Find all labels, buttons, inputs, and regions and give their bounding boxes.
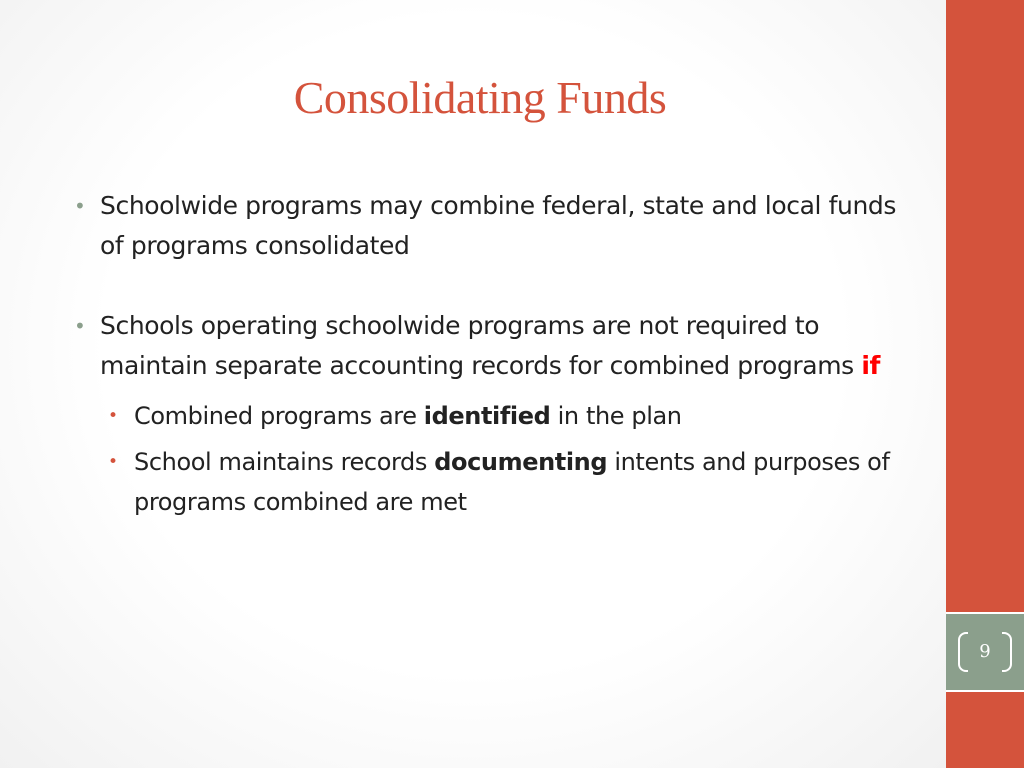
sub-bullet-text-before: Combined programs are	[134, 402, 424, 430]
sidebar-divider-bottom	[946, 690, 1024, 692]
bullet-item-1	[74, 186, 904, 266]
bullet-item-2	[74, 306, 904, 386]
bullet-dot-icon: •	[108, 452, 118, 472]
bullet-dot-icon: •	[108, 406, 118, 426]
bullet-dot-icon: •	[74, 194, 86, 218]
bullet-text: Schoolwide programs may combine federal, state and local funds of programs consolidated	[100, 191, 896, 260]
sub-bullet-text-before: School maintains records	[134, 448, 435, 476]
bullet-text: Schools operating schoolwide programs are not required to maintain separate accounting records for combined programs	[100, 311, 862, 380]
side-accent-bar	[946, 0, 1024, 768]
emphasis-text: if	[861, 351, 880, 380]
slide-title: Consolidating Funds	[293, 72, 667, 123]
page-number: 9	[979, 641, 991, 662]
sub-bullet-item-1	[108, 396, 904, 436]
sub-bullet-text-after: in the plan	[550, 402, 682, 430]
sub-bullet-item-2	[108, 442, 904, 522]
bullet-dot-icon: •	[74, 314, 86, 338]
page-number-box	[946, 614, 1024, 690]
slide-body	[74, 186, 904, 522]
sub-bullet-text-after: intents and purposes of programs combined are met	[134, 448, 890, 516]
sub-bullet-bold-text: identified	[423, 402, 551, 430]
sub-bullet-bold-text: documenting	[434, 448, 608, 476]
